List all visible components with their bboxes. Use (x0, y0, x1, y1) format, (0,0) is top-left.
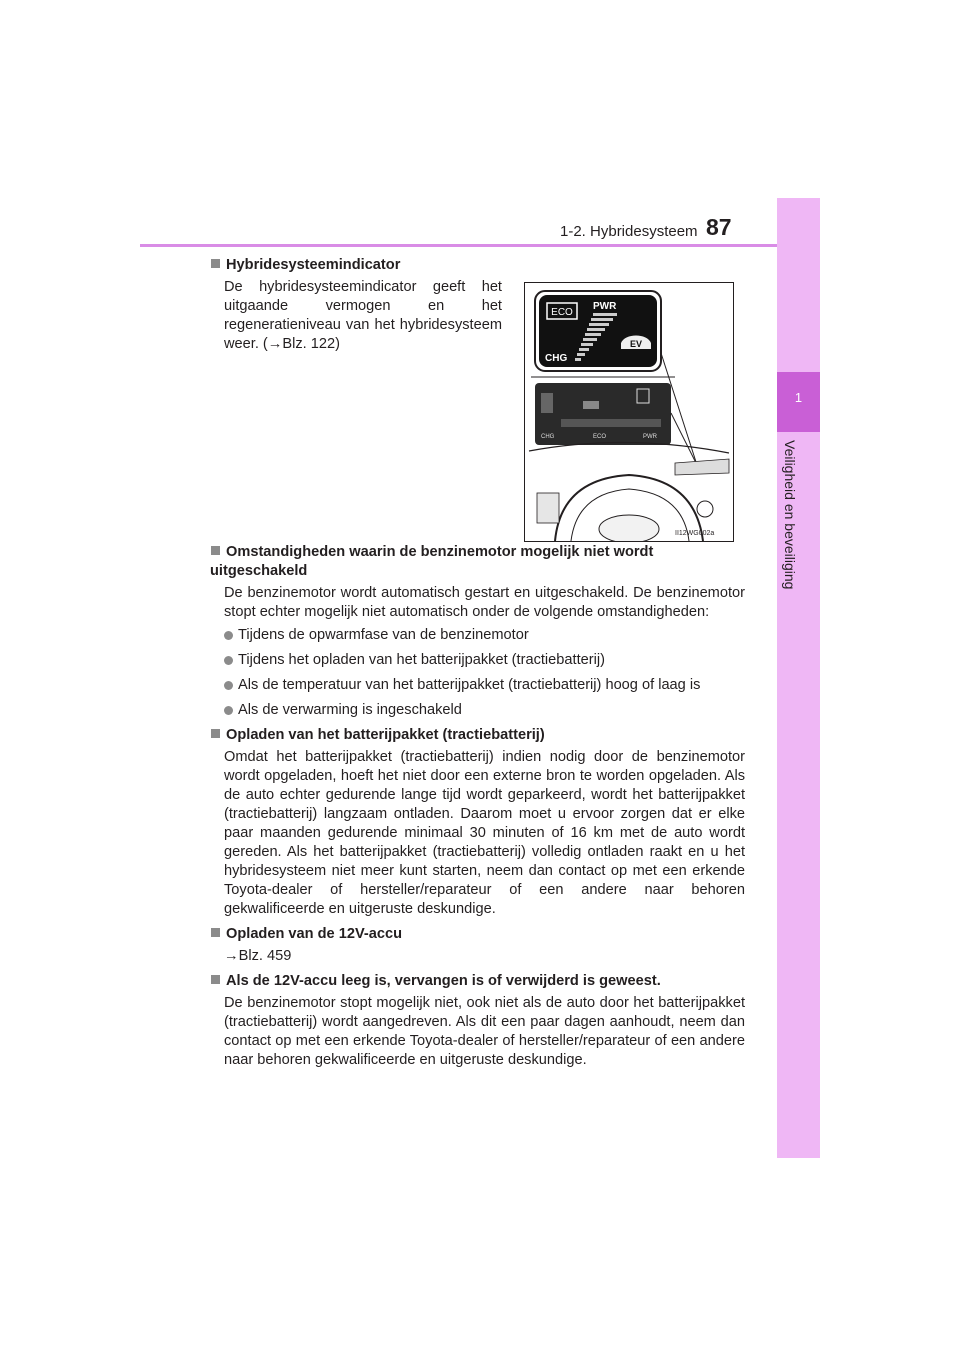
section-heading (210, 543, 745, 581)
chapter-number: 1 (794, 390, 803, 405)
section-12v-empty (210, 972, 745, 1070)
square-bullet-icon (211, 546, 220, 555)
list-item: Tijdens het opladen van het batterijpakket (tractiebatterij) (224, 651, 745, 670)
circle-bullet-icon (224, 706, 233, 715)
section-paragraph: De benzinemotor stopt mogelijk niet, ook niet als de auto door het batterijpakket (tractiebatterij) wordt aangedreven. Als dit een paar dagen aanhoudt, neem dan contact op met een erkende Toyota-dealer of hersteller/reparateur of een andere naar behoren gekwalificeerde en uitgeruste deskundige. (224, 995, 745, 1068)
circle-bullet-icon (224, 631, 233, 640)
list-item: Als de verwarming is ingeschakeld (224, 701, 745, 720)
ev-label: EV (629, 339, 643, 349)
section-heading-text: Omstandigheden waarin de benzinemotor mogelijk niet wordt uitgeschakeld (210, 544, 654, 579)
section-heading-text: Opladen van het batterijpakket (tractiebatterij) (226, 727, 545, 743)
circle-bullet-icon (224, 656, 233, 665)
section-heading (210, 726, 745, 745)
section-heading-text: Opladen van de 12V-accu (226, 926, 403, 942)
section-12v-charging (210, 925, 745, 966)
chapter-side-strip (777, 198, 820, 1158)
section-engine-stop-conditions (210, 543, 745, 720)
list-item: Als de temperatuur van het batterijpakket (tractiebatterij) hoog of laag is (224, 676, 745, 695)
dash-pwr-label: PWR (643, 434, 657, 440)
header-divider (140, 244, 818, 247)
list-item: Tijdens de opwarmfase van de benzinemotor (224, 626, 745, 645)
circle-bullet-icon (224, 681, 233, 690)
section-title: 1-2. Hybridesysteem (560, 223, 698, 240)
square-bullet-icon (211, 975, 220, 984)
section-heading-text: Als de 12V-accu leeg is, vervangen is of verwijderd is geweest. (226, 973, 661, 989)
figure-code: II12WG002a (675, 530, 715, 537)
pwr-label: PWR (593, 301, 617, 312)
dash-eco-label: ECO (593, 434, 607, 440)
square-bullet-icon (211, 259, 220, 268)
square-bullet-icon (211, 928, 220, 937)
page-reference: →Blz. 459 (224, 948, 292, 964)
section-paragraph: De hybridesysteemindicator geeft het uitgaande vermogen en het regeneratieniveau van het hybridesysteem weer. (→Blz. 122) (224, 279, 502, 352)
square-bullet-icon (211, 729, 220, 738)
section-paragraph: Omdat het batterijpakket (tractiebatterij) indien nodig door de benzinemotor wordt opgeladen, hoeft het niet door een externe bron te worden opgeladen. Als de auto echter gedurende lange tijd wordt geparkeerd, wordt het batterijpakket (tractiebatterij) langzaam ontladen. Daarom moet u ervoor zorgen dat er elke paar maanden gedurende minimaal 30 minuten of 16 km met de auto wordt gereden. Als het batterijpakket (tractiebatterij) volledig ontladen raakt en u het hybridesysteem niet meer kunt starten, neem dan contact op met een erkende Toyota-dealer of hersteller/reparateur of een andere naar behoren gekwalificeerde en uitgeruste deskundige. (224, 749, 745, 917)
condition-list (224, 626, 745, 720)
section-heading (210, 256, 502, 275)
chapter-title: Veiligheid en beveiliging (782, 440, 798, 590)
section-hybrid-indicator (210, 256, 502, 354)
page-content (210, 256, 745, 1070)
eco-label: ECO (551, 307, 573, 318)
chg-label: CHG (545, 353, 568, 364)
page-number: 87 (706, 214, 732, 240)
section-heading-text: Hybridesysteemindicator (226, 257, 401, 273)
section-traction-battery-charging (210, 726, 745, 919)
section-heading (210, 972, 745, 991)
section-heading (210, 925, 745, 944)
section-paragraph: De benzinemotor wordt automatisch gestart en uitgeschakeld. De benzinemotor stopt echter mogelijk niet automatisch onder de volgende omstandigheden: (224, 585, 745, 620)
dash-chg-label: CHG (541, 434, 555, 440)
